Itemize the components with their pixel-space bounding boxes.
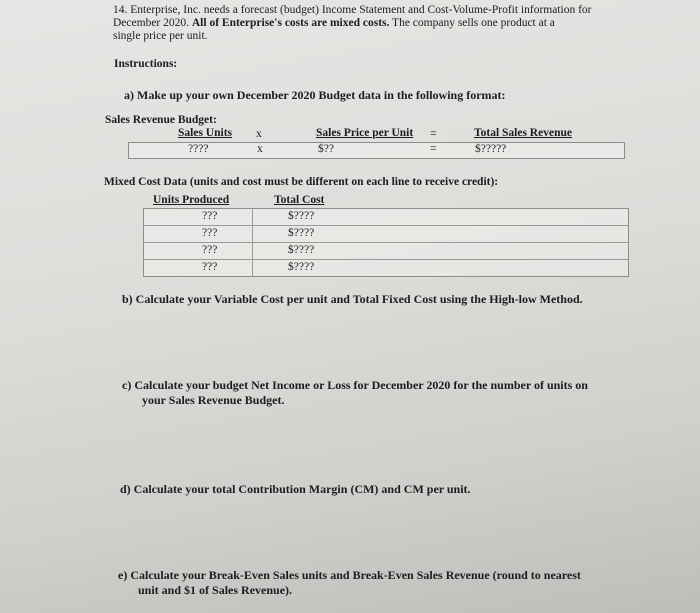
part-c-question-line-1: c) Calculate your budget Net Income or Loss for December 2020 for the number of units on [122,378,588,392]
sales-units-value: ???? [188,143,209,155]
sales-units-header: Sales Units [178,127,232,139]
row-divider [143,242,628,243]
table-row-units: ??? [202,210,218,222]
row-divider [143,259,628,260]
column-divider [252,208,253,276]
problem-intro [113,4,633,43]
table-row-cost: $???? [288,210,315,222]
part-c-question-line-2: your Sales Revenue Budget. [142,393,285,407]
multiply-operator-row: x [257,143,263,155]
total-sales-revenue-header: Total Sales Revenue [474,127,572,139]
multiply-operator: x [256,128,262,140]
row-divider [143,225,628,226]
table-row-units: ??? [202,244,218,256]
table-row-cost: $???? [288,227,315,239]
sales-budget-title: Sales Revenue Budget: [105,114,217,126]
intro-line-3: single price per unit. [113,30,208,42]
total-sales-revenue-value: $????? [475,143,507,155]
part-d-question: d) Calculate your total Contribution Margin (CM) and CM per unit. [120,482,471,496]
total-cost-header: Total Cost [274,194,325,206]
intro-line-2: December 2020. All of Enterprise's costs are mixed costs. The company sells one product at a [113,17,555,29]
table-row-cost: $???? [288,244,315,256]
table-row-cost: $???? [288,261,315,273]
intro-bold-statement: All of Enterprise's costs are mixed costs. [191,17,390,29]
part-e-question-line-1: e) Calculate your Break-Even Sales units and Break-Even Sales Revenue (round to nearest [118,568,581,582]
table-row-units: ??? [202,261,218,273]
sales-price-value: $?? [318,143,334,155]
sales-price-header: Sales Price per Unit [316,127,414,139]
units-produced-header: Units Produced [153,194,230,206]
part-b-question: b) Calculate your Variable Cost per unit and Total Fixed Cost using the High-low Method. [122,292,583,306]
instructions-label: Instructions: [114,58,178,70]
equals-operator-row: = [430,143,437,155]
table-row-units: ??? [202,227,218,239]
part-e-question-line-2: unit and $1 of Sales Revenue). [138,583,293,597]
equals-operator: = [430,128,437,140]
intro-line-1: 14. Enterprise, Inc. needs a forecast (budget) Income Statement and Cost-Volume-Profit information for [113,4,592,16]
mixed-cost-title: Mixed Cost Data (units and cost must be different on each line to receive credit): [104,176,499,188]
part-a-heading: a) Make up your own December 2020 Budget data in the following format: [124,88,506,102]
